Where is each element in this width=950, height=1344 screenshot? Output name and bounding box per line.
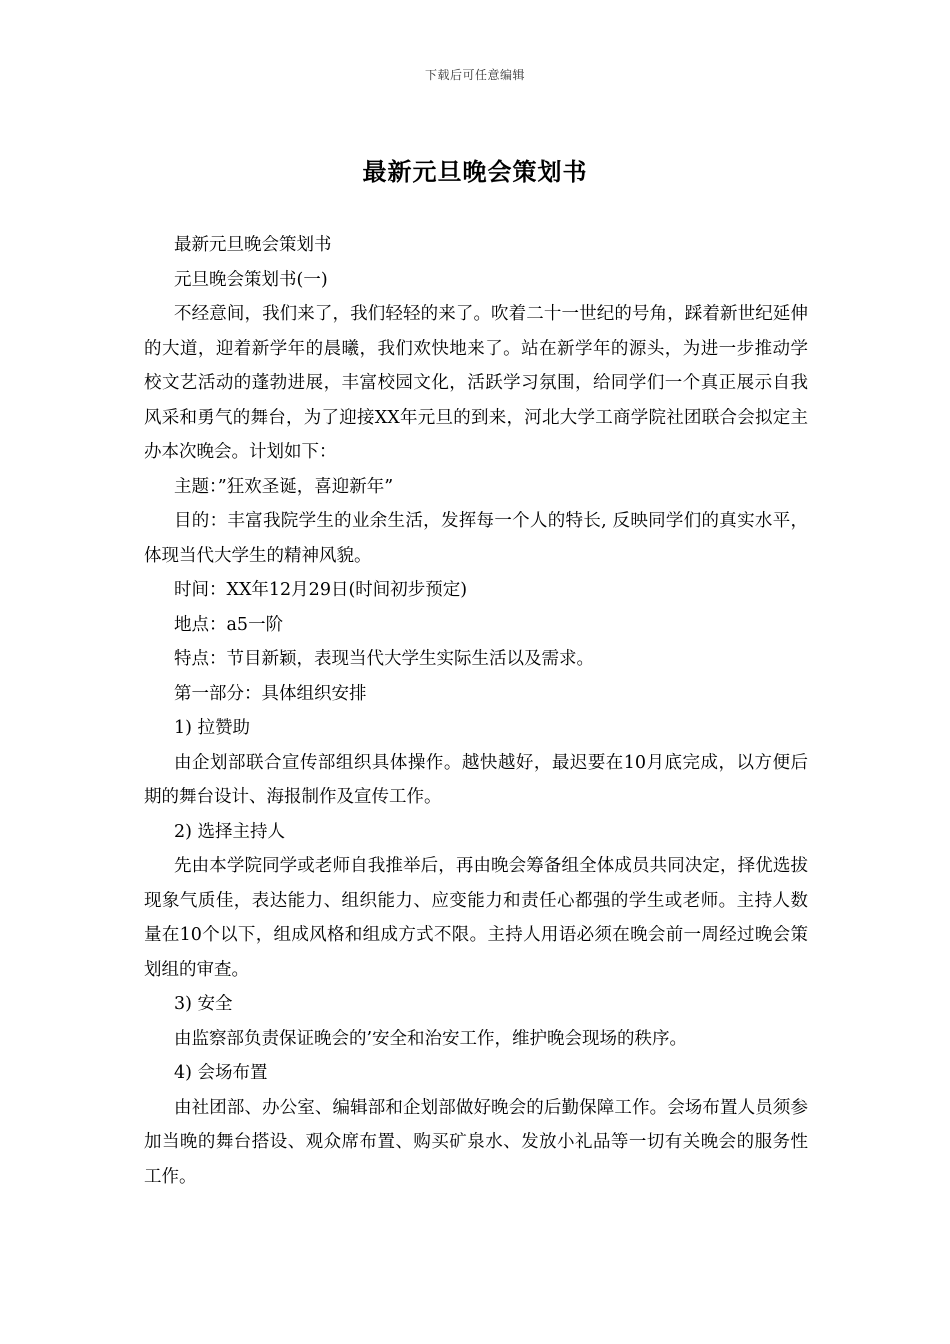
paragraph-subtitle: 最新元旦晚会策划书 <box>174 235 332 255</box>
document-title: 最新元旦晚会策划书 <box>362 157 588 186</box>
paragraph-item-3-heading: 3) 安全 <box>174 994 233 1014</box>
paragraph-part-one-heading: 第一部分：具体组织安排 <box>174 683 367 704</box>
paragraph-purpose: 目的：丰富我院学生的业余生活，发挥每一个人的特长, 反映同学们的真实水平，体现当代大学生的精神风貌。 <box>144 511 808 566</box>
paragraph-location: 地点：a5一阶 <box>174 614 284 635</box>
paragraph-item-1-body: 由企划部联合宣传部组织具体操作。越快越好，最迟要在10月底完成，以方便后期的舞台设计、海报制作及宣传工作。 <box>144 752 808 807</box>
document-body <box>144 228 808 1194</box>
paragraph-section-title: 元旦晚会策划书(一) <box>174 269 328 290</box>
paragraph-item-3-body: 由监察部负责保证晚会的’安全和治安工作，维护晚会现场的秩序。 <box>174 1028 688 1049</box>
paragraph-item-4-body: 由社团部、办公室、编辑部和企划部做好晚会的后勤保障工作。会场布置人员须参加当晚的舞台搭设、观众席布置、购买矿泉水、发放小礼品等一切有关晚会的服务性工作。 <box>144 1097 808 1187</box>
paragraph-item-4-heading: 4) 会场布置 <box>174 1063 268 1083</box>
paragraph-time: 时间：XX年12月29日(时间初步预定) <box>174 580 468 600</box>
paragraph-item-1-heading: 1) 拉赞助 <box>174 718 251 738</box>
header-note: 下载后可任意编辑 <box>424 68 525 82</box>
paragraph-features: 特点：节目新颖，表现当代大学生实际生活以及需求。 <box>174 649 594 669</box>
paragraph-intro: 不经意间，我们来了，我们轻轻的来了。吹着二十一世纪的号角，踩着新世纪延伸的大道，迎着新学年的晨曦，我们欢快地来了。站在新学年的源头，为进一步推动学校文艺活动的蓬勃进展，丰富校园文化，活跃学习氛围，给同学们一个真正展示自我风采和勇气的舞台，为了迎接XX年元旦的到来，河北大学工商学院社团联合会拟定主办本次晚会。计划如下： <box>144 304 808 462</box>
paragraph-item-2-heading: 2) 选择主持人 <box>174 821 286 842</box>
paragraph-item-2-body: 先由本学院同学或老师自我推举后，再由晚会筹备组全体成员共同决定，择优选拔现象气质佳，表达能力、组织能力、应变能力和责任心都强的学生或老师。主持人数量在10个以下，组成风格和组成方式不限。主持人用语必须在晚会前一周经过晚会策划组的审查。 <box>144 856 808 980</box>
paragraph-theme: 主题：”狂欢圣诞，喜迎新年” <box>174 476 394 497</box>
